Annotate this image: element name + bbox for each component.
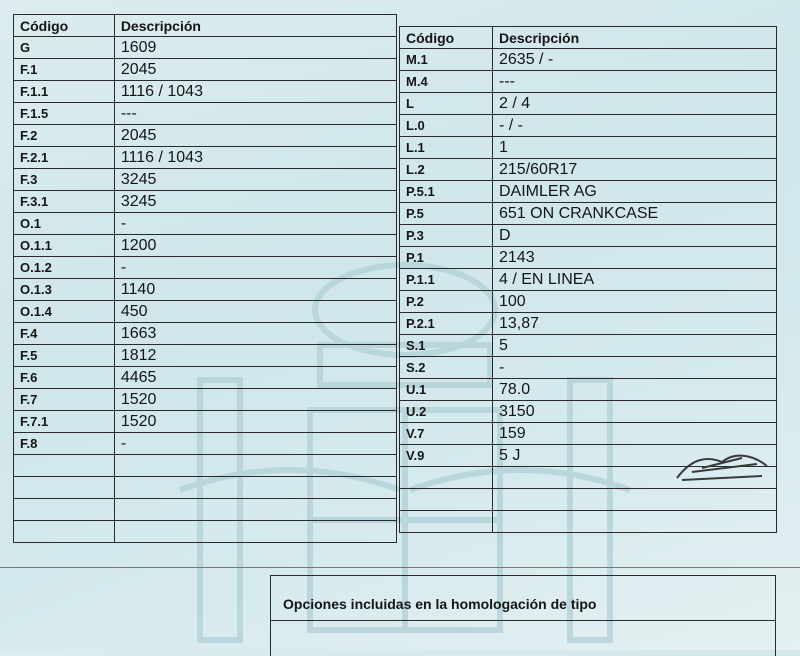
row-description: - / - bbox=[493, 115, 777, 137]
table-row bbox=[400, 291, 777, 313]
row-code: L.2 bbox=[400, 159, 493, 181]
row-description: 2045 bbox=[114, 125, 396, 147]
row-code: P.5 bbox=[400, 203, 493, 225]
row-code: P.2 bbox=[400, 291, 493, 313]
table-row bbox=[14, 411, 397, 433]
row-description: 1116 / 1043 bbox=[114, 147, 396, 169]
table-row bbox=[400, 313, 777, 335]
row-description: 2635 / - bbox=[493, 49, 777, 71]
row-code: F.8 bbox=[14, 433, 115, 455]
table-row bbox=[14, 323, 397, 345]
left-code-table bbox=[13, 14, 397, 543]
table-row bbox=[400, 49, 777, 71]
row-description: 159 bbox=[493, 423, 777, 445]
row-description: 1609 bbox=[114, 37, 396, 59]
row-description: 1520 bbox=[114, 411, 396, 433]
row-code: F.2 bbox=[14, 125, 115, 147]
row-code: S.1 bbox=[400, 335, 493, 357]
row-description: --- bbox=[114, 103, 396, 125]
row-description: 1140 bbox=[114, 279, 396, 301]
row-code: O.1.4 bbox=[14, 301, 115, 323]
table-row bbox=[400, 401, 777, 423]
options-title: Opciones incluidas en la homologación de tipo bbox=[283, 596, 597, 612]
table-row bbox=[14, 103, 397, 125]
row-description: 1663 bbox=[114, 323, 396, 345]
separator-line bbox=[0, 567, 800, 568]
row-code: P.1.1 bbox=[400, 269, 493, 291]
table-row bbox=[400, 269, 777, 291]
row-description: 78.0 bbox=[493, 379, 777, 401]
table-row bbox=[14, 257, 397, 279]
table-row bbox=[14, 81, 397, 103]
row-description: DAIMLER AG bbox=[493, 181, 777, 203]
empty-row bbox=[14, 477, 397, 499]
table-row bbox=[400, 225, 777, 247]
table-row bbox=[400, 357, 777, 379]
header-description: Descripción bbox=[493, 27, 777, 49]
row-code: U.1 bbox=[400, 379, 493, 401]
empty-row bbox=[14, 455, 397, 477]
table-row bbox=[400, 71, 777, 93]
row-description: --- bbox=[493, 71, 777, 93]
row-code: F.3.1 bbox=[14, 191, 115, 213]
table-row bbox=[400, 137, 777, 159]
options-section bbox=[270, 575, 776, 656]
row-description: 3245 bbox=[114, 191, 396, 213]
row-description: 215/60R17 bbox=[493, 159, 777, 181]
row-description: 13,87 bbox=[493, 313, 777, 335]
row-code: V.9 bbox=[400, 445, 493, 467]
table-row bbox=[400, 203, 777, 225]
row-code: M.1 bbox=[400, 49, 493, 71]
row-code: O.1.3 bbox=[14, 279, 115, 301]
table-row bbox=[400, 423, 777, 445]
row-code: L bbox=[400, 93, 493, 115]
row-code: M.4 bbox=[400, 71, 493, 93]
row-description: 1812 bbox=[114, 345, 396, 367]
row-description: 5 J bbox=[493, 445, 777, 467]
row-description: 1116 / 1043 bbox=[114, 81, 396, 103]
row-code: F.5 bbox=[14, 345, 115, 367]
row-code: L.0 bbox=[400, 115, 493, 137]
table-row bbox=[14, 367, 397, 389]
table-row bbox=[14, 169, 397, 191]
empty-row bbox=[14, 499, 397, 521]
table-row bbox=[14, 37, 397, 59]
table-row bbox=[14, 279, 397, 301]
row-description: 2045 bbox=[114, 59, 396, 81]
row-code: F.4 bbox=[14, 323, 115, 345]
table-row bbox=[14, 235, 397, 257]
row-description: - bbox=[114, 257, 396, 279]
row-description: 100 bbox=[493, 291, 777, 313]
empty-row bbox=[400, 489, 777, 511]
row-code: F.6 bbox=[14, 367, 115, 389]
row-code: F.1.5 bbox=[14, 103, 115, 125]
row-description: 651 ON CRANKCASE bbox=[493, 203, 777, 225]
row-description: 1 bbox=[493, 137, 777, 159]
row-description: 3150 bbox=[493, 401, 777, 423]
table-row bbox=[400, 379, 777, 401]
row-code: P.2.1 bbox=[400, 313, 493, 335]
row-description: 4 / EN LINEA bbox=[493, 269, 777, 291]
row-code: V.7 bbox=[400, 423, 493, 445]
table-row bbox=[400, 93, 777, 115]
header-description: Descripción bbox=[114, 15, 396, 37]
row-code: F.7.1 bbox=[14, 411, 115, 433]
row-description: 2143 bbox=[493, 247, 777, 269]
row-code: F.2.1 bbox=[14, 147, 115, 169]
table-row bbox=[400, 181, 777, 203]
table-row bbox=[14, 301, 397, 323]
table-row bbox=[400, 115, 777, 137]
row-description: D bbox=[493, 225, 777, 247]
row-code: F.1.1 bbox=[14, 81, 115, 103]
table-row bbox=[400, 159, 777, 181]
row-description: 4465 bbox=[114, 367, 396, 389]
table-row bbox=[400, 247, 777, 269]
table-row bbox=[400, 335, 777, 357]
table-header-row bbox=[14, 15, 397, 37]
table-row bbox=[14, 213, 397, 235]
row-description: 3245 bbox=[114, 169, 396, 191]
table-header-row bbox=[400, 27, 777, 49]
row-code: U.2 bbox=[400, 401, 493, 423]
row-description: 1520 bbox=[114, 389, 396, 411]
row-code: P.1 bbox=[400, 247, 493, 269]
table-row bbox=[14, 59, 397, 81]
row-code: S.2 bbox=[400, 357, 493, 379]
row-code: O.1 bbox=[14, 213, 115, 235]
row-description: 1200 bbox=[114, 235, 396, 257]
table-row bbox=[14, 345, 397, 367]
row-code: P.5.1 bbox=[400, 181, 493, 203]
row-code: O.1.1 bbox=[14, 235, 115, 257]
row-code: P.3 bbox=[400, 225, 493, 247]
row-code: G bbox=[14, 37, 115, 59]
header-code: Código bbox=[14, 15, 115, 37]
signature-scribble bbox=[672, 448, 772, 486]
row-description: 2 / 4 bbox=[493, 93, 777, 115]
row-description: 450 bbox=[114, 301, 396, 323]
row-description: - bbox=[114, 433, 396, 455]
row-code: L.1 bbox=[400, 137, 493, 159]
header-code: Código bbox=[400, 27, 493, 49]
row-code: F.1 bbox=[14, 59, 115, 81]
options-divider bbox=[271, 620, 775, 621]
table-row bbox=[14, 125, 397, 147]
row-code: F.7 bbox=[14, 389, 115, 411]
table-row bbox=[14, 433, 397, 455]
row-code: F.3 bbox=[14, 169, 115, 191]
row-code: O.1.2 bbox=[14, 257, 115, 279]
row-description: - bbox=[493, 357, 777, 379]
table-row bbox=[14, 147, 397, 169]
table-row bbox=[14, 389, 397, 411]
row-description: - bbox=[114, 213, 396, 235]
empty-row bbox=[400, 511, 777, 533]
row-description: 5 bbox=[493, 335, 777, 357]
table-row bbox=[14, 191, 397, 213]
empty-row bbox=[14, 521, 397, 543]
